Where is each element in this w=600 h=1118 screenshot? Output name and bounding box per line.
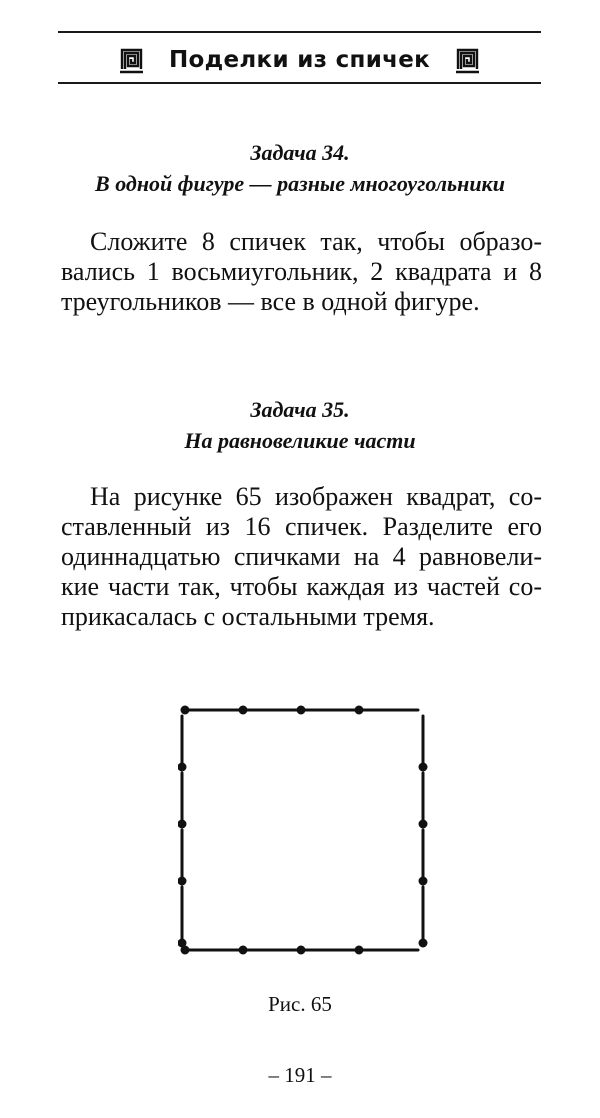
task-35-subtitle: На равновеликие части: [184, 428, 416, 453]
task-35-text: [61, 482, 542, 632]
right-side-matches: [420, 716, 426, 946]
figure-caption: Рис. 65: [268, 992, 332, 1016]
text-line: прикасалась с остальными тремя.: [61, 602, 435, 631]
top-side-matches: [182, 707, 418, 713]
page-number: – 191 –: [268, 1063, 332, 1087]
meander-ornament-icon: [454, 47, 481, 74]
task-35-number: Задача 35.: [250, 397, 350, 422]
task-34-subtitle: В одной фигуре — разные многоугольники: [95, 171, 505, 196]
text-line: одиннадцатью спичками на 4 равновели-: [61, 542, 542, 571]
text-line: Сложите 8 спичек так, чтобы образо-: [90, 227, 542, 256]
text-line: На рисунке 65 изображен квадрат, со-: [90, 482, 542, 511]
bottom-side-matches: [182, 947, 418, 953]
meander-ornament-icon: [118, 47, 145, 74]
left-side-matches: [179, 716, 185, 946]
text-line: кие части так, чтобы каждая из частей со-: [61, 572, 542, 601]
task-34-text: [61, 227, 542, 317]
header-title: Поделки из спичек: [168, 47, 431, 73]
matchstick-square-figure: [178, 703, 430, 955]
header-bottom-rule: [58, 82, 541, 84]
running-header: [58, 38, 541, 82]
text-line: треугольников — все в одной фигуре.: [61, 287, 480, 316]
task-34-number: Задача 34.: [250, 140, 350, 165]
text-line: вались 1 восьмиугольник, 2 квадрата и 8: [61, 257, 542, 286]
text-line: ставленный из 16 спичек. Разделите его: [61, 512, 542, 541]
header-top-rule: [58, 31, 541, 33]
